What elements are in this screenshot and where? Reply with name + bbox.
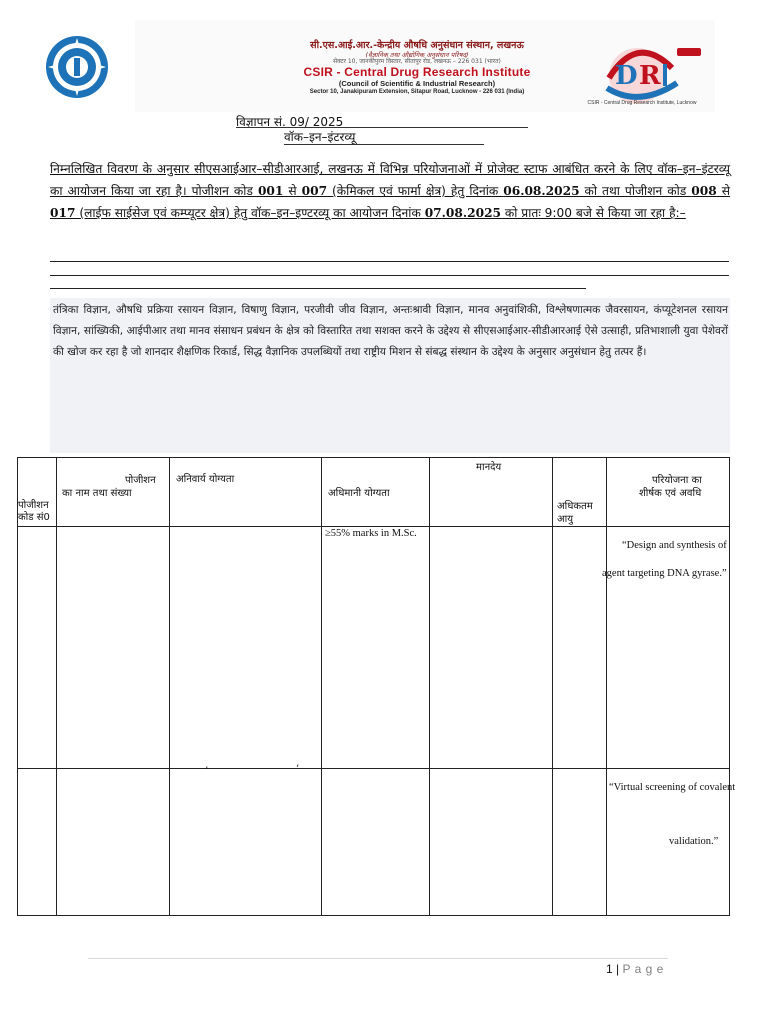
page-separator: | (616, 962, 620, 976)
intro-text: निम्नलिखित विवरण के अनुसार सीएसआईआर–सीडीआरआई, लखनऊ में विभिन्न परियोजनाओं में प्रोजेक्ट स्टाफ आबंधित करने के लिए वॉक–इन–इंटरव्यू का आयोजन किया जा रहा है। पोजीशन कोड (50, 162, 730, 198)
project-title-line-2: validation.” (669, 836, 719, 847)
intro-text: से (283, 184, 302, 198)
blank-rule-3 (50, 288, 586, 289)
council-name-hindi: (वैज्ञानिक तथा औद्योगिक अनुसंधान परिषद) (365, 50, 469, 59)
positions-table (17, 457, 736, 916)
header-position-code (18, 458, 57, 527)
intro-text: (केमिकल एवं फार्मा क्षेत्र) हेतु दिनांक (327, 184, 504, 198)
table-header-row (18, 458, 730, 527)
intro-text: को प्रातः 9:00 बजे से किया जा रहा है:– (501, 206, 686, 220)
header-code-text: पोजीशन कोड सं0 (18, 500, 50, 523)
institute-name-hindi: सी.एस.आई.आर.-केन्द्रीय औषधि अनुसंधान संस्थान, लखनऊ (310, 40, 524, 51)
cell-emoluments (430, 527, 553, 769)
position-code-end-1: 007 (301, 184, 328, 198)
table-row (18, 527, 730, 769)
position-code-start-2: 008 (691, 184, 717, 198)
cell-project (602, 527, 730, 769)
blank-rule-1 (50, 261, 729, 262)
header-position-bottom: का नाम तथा संख्या (62, 488, 132, 499)
intro-text: से (716, 184, 730, 198)
right-logo-caption: CSIR - Central Drug Research Institute, Lucknow (587, 100, 697, 106)
institute-letterhead (272, 41, 562, 96)
intro-paragraph (50, 158, 730, 224)
essential-mark: ’ (205, 766, 209, 777)
cell-project (607, 769, 736, 916)
cell-emoluments (430, 769, 553, 916)
council-name-english: (Council of Scientific & Industrial Research) (338, 79, 496, 89)
walk-in-interview-title: वॉक–इन–इंटरव्यू (284, 130, 356, 144)
cell-desirable (322, 769, 430, 916)
cdri-logo-icon (577, 38, 705, 108)
cell-essential (170, 766, 322, 916)
description-paragraph: तंत्रिका विज्ञान, औषधि प्रक्रिया रसायन विज्ञान, विषाणु विज्ञान, परजीवी जीव विज्ञान, अन्तःश्रावी विज्ञान, मानव अनुवांशिकी, विश्लेषणात्मक जैवरसायन, कंप्यूटेशनल रसायन विज्ञान, सांख्यिकी, आईपीआर तथा मानव संसाधन प्रबंधन के क्षेत्र को विस्तारित तथा सशक्त करने के उद्देश्य से सीएसआईआर-सीडीआरआई ऐसे उत्साही, प्रतिभाशाली युवा पेशेवरों की खोज कर रहा है जो शानदार शैक्षणिक रिकार्ड, सिद्ध वैज्ञानिक उपलब्धियों तथा राष्ट्रीय मिशन से संबद्ध संस्थान के उद्देश्य के अनुसार अनुसंधान हेतु तत्पर हैं। (53, 304, 728, 358)
project-title-line-1: “Virtual screening of covalent (609, 782, 736, 793)
intro-text: (लाईफ साईसेज एवं कम्प्यूटर क्षेत्र) हेतु वॉक–इन–इण्टरव्यू का आयोजन दिनांक (75, 206, 425, 220)
header-project (607, 458, 730, 527)
institute-name-english: CSIR - Central Drug Research Institute (303, 65, 531, 80)
address-hindi: सेक्टर 10, जानकीपुरम विस्तार, सीतापुर रोड, लखनऊ – 226 031 (भारत) (333, 58, 501, 66)
cell-position (57, 527, 170, 769)
header-project-top: परियोजना का (652, 475, 702, 486)
page-footer (606, 962, 664, 976)
header-desirable-text: अधिमानी योग्यता (328, 488, 390, 499)
cell-max-age (553, 527, 607, 769)
interview-date-1: 06.08.2025 (503, 184, 580, 198)
svg-text:D: D (615, 61, 638, 91)
cell-code (18, 527, 57, 769)
walk-in-underline (284, 144, 484, 145)
position-code-start-1: 001 (257, 184, 284, 198)
intro-text: को तथा पोजीशन कोड (579, 184, 692, 198)
cell-max-age (553, 769, 607, 916)
advertisement-number: विज्ञापन सं. 09/ 2025 (236, 115, 344, 129)
header-emoluments-text: मानदेय (476, 462, 502, 473)
address-english: Sector 10, Janakipuram Extension, Sitapur Road, Lucknow - 226 031 (India) (309, 88, 525, 95)
position-code-end-2: 017 (50, 206, 76, 220)
cell-desirable (322, 527, 430, 769)
header-project-bottom: शीर्षक एवं अवधि (639, 488, 702, 499)
desirable-mark: ’ (296, 764, 300, 775)
header-max-age-bottom: आयु (557, 514, 574, 525)
header-max-age (553, 458, 607, 527)
project-title-line-2: agent targeting DNA gyrase.” (602, 568, 727, 579)
cell-position (57, 769, 170, 916)
header-position-top: पोजीशन (125, 475, 156, 486)
csir-logo-icon (44, 34, 110, 100)
header-emoluments (430, 458, 553, 527)
advertisement-underline (236, 127, 528, 128)
page-label: P a g e (622, 962, 664, 976)
cell-essential (170, 527, 322, 769)
header-essential-qualification (170, 458, 322, 527)
project-title-line-1: “Design and synthesis of (622, 540, 727, 551)
cell-code (18, 769, 57, 916)
header-desirable-qualification (322, 458, 430, 527)
svg-text:R: R (639, 61, 661, 91)
footer-rule (88, 958, 668, 959)
header-position-name (57, 458, 170, 527)
page-number: 1 (606, 962, 613, 976)
table-row (18, 769, 730, 916)
interview-date-2: 07.08.2025 (424, 206, 502, 220)
desirable-qualification-text: ≥55% marks in M.Sc. (325, 528, 417, 539)
blank-rule-2 (50, 275, 729, 276)
header-max-age-top: अधिकतम (557, 501, 593, 512)
header-essential-text: अनिवार्य योग्यता (176, 474, 235, 485)
